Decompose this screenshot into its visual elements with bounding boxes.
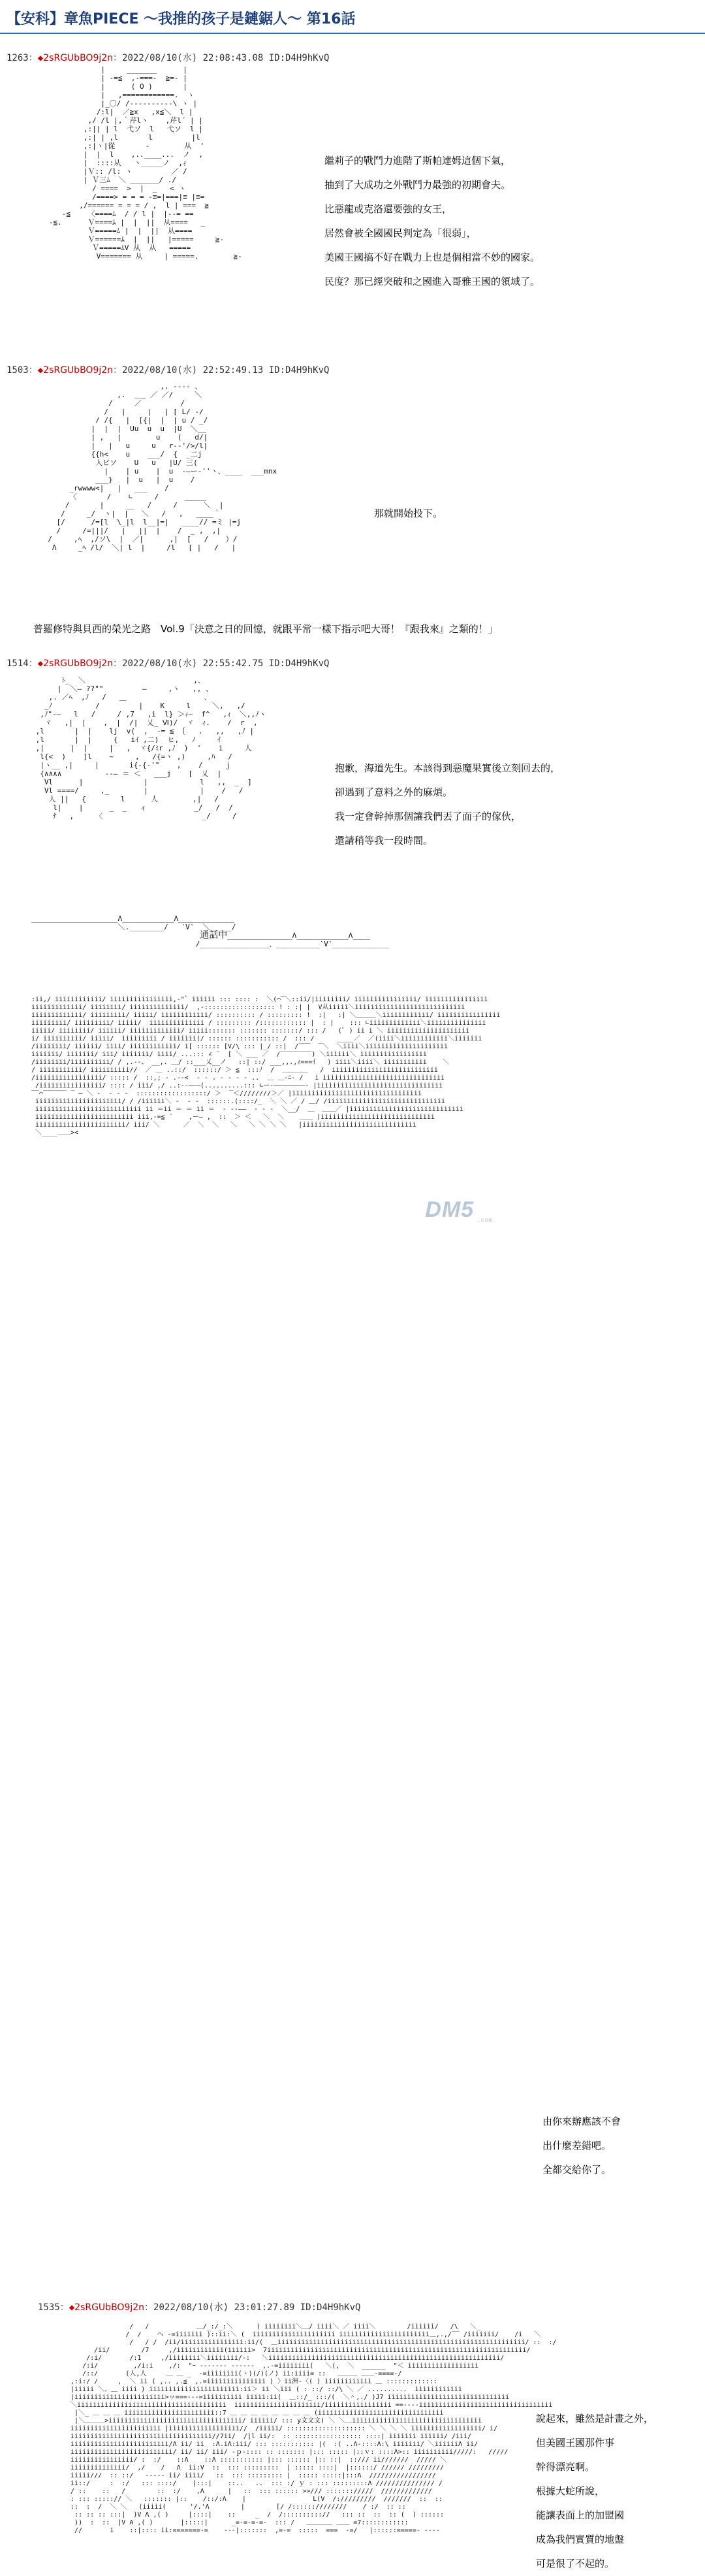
ascii-art-figure: | _______ | | -=≦ ,-===- ≧=- | | ( O ) | | ,============. ヽ |_〇/ /‐‐‐‐‐‐‐‐‐‐\ ヽ | /:l| ／≧x ,x≦＼ l | ,/ /l |,｀芹lヽ ,芹l´ | | ,:|| | l 弋ソ l 弋ソ l | ,:| | ,l l |l ,:|ヽ|從 ‐ 从 ' | | l ,..____... ノ , | ::::从 ヽ_____ノ ,ｨ |Ｖ:: /l: ヽ ／ / | Ｖ三ﾑ ＼ ＿＿＿＿/ ./ / ==== > | _ < ヽ /====> = = = -≡=|===|≡ |≡= ,/====== = = = / , l | === ≧ -≦ 〈====ﾑ / / l | |--= == -≦. Ｖ====ﾑ | | || 从==== _ Ｖ=====ﾑ | | || 从==== Ｖ======ﾑ | || |===== ≧- Ｖ=====ﾑV 从 从 ===== V======= 从 | =====. ≧- — [48, 65, 242, 261]
post-header-1503 — [7, 363, 329, 376]
trip-diamond-icon: ◆ — [37, 658, 44, 669]
phone-call-label: 通話中 — [200, 930, 228, 941]
phone-speech-bubble: ____________________Λ____________Λ_____________ ＼.________/ ‵V‵ ＼_____/ 通話中_______________Λ____________Λ____ /________________、__________‵V‵_____________ — [31, 914, 389, 948]
thread-title-bar — [0, 0, 705, 34]
dialog-line: 幹得漂亮啊。 — [536, 2461, 595, 2473]
post-number[interactable]: 1263 — [7, 53, 29, 63]
watermark-logo: DM5 — [425, 1197, 475, 1222]
dialog-block-1503 — [374, 502, 443, 526]
dialog-line: 民度？那已經突破和之國進入哥雅王國的領域了。 — [324, 276, 540, 287]
dialog-line: 根據大蛇所說， — [536, 2485, 605, 2497]
trip-diamond-icon: ◆ — [37, 53, 44, 63]
poster-trip: 2sRGUbBO9j2n — [43, 365, 114, 376]
dialog-line: 由你來辦應該不會 — [542, 2116, 621, 2127]
ascii-art-figure: ,. -‐‐‐ 、 ,. ＿_ ／ ／/ ＼ / ／ / / | | | [ L/ ‐/ / /{ | [{| | | u / _/ | | | Uu u u |U ＼__ | , | u ( d/| | | u u r-‐'/>/l| {{h< u ___/ { _二j 人ビソ U u |U/ 三( | | u | u -―ー‐''ヽ、____ ___mnx ___} | u | u / _rwwww<| | ___ / 〈 / ∟ / _____ / | __ / / ＼ | / _/ ヽ| | ＼ / , ____｀ [/ /=[l \_|l l__|=| ____// =ミ |=j / /=|||/ | || | / _ , ,| / ,ﾍ ,/ソ\ | ／| ,| [ / ）/ Λ _ﾍ /l/ ＼| l | /l [ | / | — [48, 382, 277, 552]
dialog-line: 居然會被全國國民判定為「很弱」， — [324, 227, 477, 239]
dialog-line: 但美國王國那件事 — [536, 2437, 615, 2449]
post-colon: ： — [59, 2302, 69, 2313]
post-header-1514 — [7, 656, 329, 669]
trip-diamond-icon: ◆ — [69, 2302, 75, 2313]
post-colon: ： — [28, 658, 38, 669]
dialog-line: 出什麼差錯吧。 — [542, 2140, 612, 2151]
dialog-block-1514 — [335, 756, 560, 853]
post-colon: ： — [28, 53, 38, 63]
post-meta: ：2022/08/10(水) 23:01:27.89 ID:D4H9hKvQ — [144, 2302, 361, 2313]
post-number[interactable]: 1503 — [7, 365, 29, 376]
dialog-line: 比惡龍或克洛還要強的女王， — [324, 203, 452, 215]
dialog-line: 美國王國搞不好在戰力上也是個相當不妙的國家。 — [324, 251, 540, 263]
post-number[interactable]: 1514 — [7, 658, 29, 669]
ascii-art-figure: ﾄ_ ＼ ,、 | ＼― ??"" ― ,ヽ ,, 、 ,. ／ﾍ ,ﾉ / ＿ 、 _ﾉ / | K l ＼, ,/ ,ﾉ"‐― l / / ,7 ,i l} ＞ｨ― f^ ,ｨ ＼,,ﾉヽ ヾ ,| | , | /| 乂_ Ⅵ)/ ヾ ｨ. / r , ,l | | lj v( , ‐= ≦ ｛ . ,, ,ﾉ | ,l | | { iｲ ,二) ヒ, ﾉ ｲ ,| | | | , ヾ{/ﾐr ,ﾉ ) ' i 人 l{< ) ]l ~ , /{=ヽ ,) ,ﾊ / |ヽ__ ,| | i{‐{‐'" , / ｊ {∧∧∧∧ ‐‐― ＝ ＜ ___j [ 乂 | Vl | | l ,, _ ] Vl ====/ ,_ | | / / 人 || { l 人 ,| / l| | _ _ ィ _/ / / ﾅ , 〈 _/ / — [35, 676, 266, 820]
post-meta: ：2022/08/10(水) 22:55:42.75 ID:D4H9hKvQ — [113, 658, 330, 669]
post-meta: ：2022/08/10(水) 22:08:43.08 ID:D4H9hKvQ — [113, 53, 330, 63]
poster-trip: 2sRGUbBO9j2n — [74, 2302, 145, 2313]
watermark-domain: .com — [477, 1217, 493, 1224]
dialog-line: 繼莉子的戰鬥力進階了斯帕達姆這個下氣， — [324, 155, 511, 167]
dialog-line: 能讓表面上的加盟國 — [536, 2509, 625, 2521]
dialog-block-1263 — [324, 149, 540, 294]
poster-trip: 2sRGUbBO9j2n — [43, 53, 114, 63]
chapter-caption: 普羅修特與貝西的榮光之路 Vol.9「決意之日的回憶，就跟平常一樣下指示吧大哥！『跟我來』之類的！」 — [33, 623, 498, 635]
ascii-art-crowd-scene: :ii,/ iiiiiiiiiiii/ iiiiiiiiiiiiiiii,-"ﾞ iiiiii ::: :::: : ＼(⌒‾＼::ii/|iiiiiiii/ iiiiiiiiiiiiiiii/ iiiiiiiiiiiiiiii iiiiiiiiiiiii/ iiiiiiii/ iiiiiiiiiiiiii/ ,-:::::::::::::::::: ! : :| | V从iiiii＼iiiiiiiiiiiiiiiiiiiiiiiiiiii iiiiiiiiiiiii/ iiiiiiiii/ iiiii/ iiiiiiiiiiii/ :::::::::: / ::::::::: ! :| :| ＼＿＿＿＼iiiiiiiiiiii/ iiiiiiiiiiiiiiii iiiiiiiii/ iiiiiiiii/ iiiii/ iiiiiiiiiiiiii / ::::::::: /:::::::::::: | : | ::: ∟iiiiiiiiiiiii＼iiiiiiiiiiiiiii iiiii/ iiiiiiii/ iiiiii/ iiiiiiiiiiiii/ iiiii::::::: ::::::: :::::::/ ::: / (ﾟ ) ii i ＼ iiiiiiiiiiiiiiiiiiiii i/ iiiiiiiiii/ iiiii/ iiiiiiiii / iiiiiii(/ :::::: ::::::::::: / ::: / ____／ ／(iiii＼iiiiiiiiiiii＼iiiiiii /iiiiiiii/ iiiiii/ iiii/ iiiiiiiiiiii/ i[ :::::: [V/\ ::: |_/ ::| /‾‾‾ ‾＼ ＼iiii＼iiiiiiiiiiiiiiiiiiiii iiiiiii/ iiiiiii/ iii/ iiiiiii/ iiii/ ...::: ∠ ¨ [ ＼ ___ ／ /‾‾‾‾‾‾‾‾) ＼iiiiii＼ iiiiiiiiiiiiiiiii /iiiiiiii/iiiiiiiiii/ / ,.-‐、 __,. ＿/ ::___乂__ノ ::| ::/ ___,,.,ｨ===ｲ ) iiii＼iiii＼ iiiiiiiiiii ＼ / iiiiiiiiiii/ iiiiiiiiii// ／ ＿ ..::/ ::::::/ ＞ ≦ :::ﾉ / ＿＿＿＿ / iiiiiiiiiiiiiiiiiiiiiiiiiii /iiiiiiiiiiiiiiiii/ ::::: / ::,; ‐ .-‐< ‐ - . ‐ ‐ ‐ ‐ .. ＿ ＿-ﾆ- / i iiiiiiiiiiiiiiiiiiiiiiiiiiiiiii /iiiiiiiiiiiiiiii/ :::: / iii/ ,/ ..:--―――(..........::: ∟ー‐――――――――‐ |iiiiiiiiiiiiiiiiiiiiiiiiiiiiiiii ‾‾⌒‾‾‾‾‾‾ ‾ ― ＼ ‐ ‐ ‐ ‐ ::::::::::::::::::/ ＞ ‾＜////////＞／ |iiiiiiiiiiiiiiiiiiiiiiiiiiiiiiiii iiiiiiiiiiiiiiiiiiiiii/ / /iiiiii＼ ‐ ‐ ‐ ::::::.(::::/_ ＼ ＼ ／ / ＿/ /iiiiiiiiiiiiiiiiiiiiiiiiiiiiii iiiiiiiiiiiiiiiiiiiiiiiiiii ii ＝ii ＝ ＝ ii ＝ ‐ -‐―― ‐ ‐ ‐ ＼__/ ＿ ＿＿／ |iiiiiiiiiiiiiiiiiiiiiiiiiiiii iiiiiiiiiiiiiiiiiiiiiiiii iii,-=≦ ¨ ,ー― , :: ＞ ＜ ＼ ＼ ＿＿ |iiiiiiiiiiiiiiiiiiiiiiiiiiiii iiiiiiiiiiiiiiiiiiiiiii/ iii/ ＼ ／ ＼ ＼ ＼ ＼ ＼ ＼ ＼ |iiiiiiiiiiiiiiiiiiiiiiiiiiiii ＼____＿＿>< 由你來辦應該不會 出什麼差錯吧。 全都交給你了。 1535：◆2sRGUbBO9j2n：2022/08/10(水) 23:01:27.89 ID:D4H9hKvQ / / ＿/_:/_:＼ ) iiiiiiii＼＿/ iiii＼ ／ iiii＼ /iiiiii/ /\ ＼_ / / へ -=iiiiiii )::ii:＼ ( iiiiiiiiiiiiiiiiiiiii iiiiiiiiiiiiiiiiiiiiiii＿,.,/‾‾ /iiiiiii/ /i ＼ / / / /ii/iiiiiiiiiiiiiiii:ii/( ＿iiiiiiiiiiiiiiiiiiiiiiiiiiiiiiiiiiiiiiiiiiiiiiiiiiiiiiiiiiiiiii/ :: :/ /ii/ /7 ,/iiiiiiiiiiii(iiiiii> 7iiiiiiiiiiiiiiiiiiiiiiiiiiiiiiiiiiiiiiiiiiiiiiiiiiiiiiiiiiiiiiiiii/ /:i/ /:1 ,/iiiiiiii＼iiiiiiii/-: ＼iiiiiiiiiiiiiiiiiiiiiiiiiiiiiiiiiiiiiiiiiiiiiiiiiiiiiiiiiii/ /:i/ ,/i:i ,/: "ｰ ------- ------ ,.-=iiiiiiii( ＼(, ＼ ______ "＜ iiiiiiiiiiiiiiiiii /::/ (人,人 ＿ ＿ _ -=iiiiiiii(ヽ)(/)(ノ) ii:iiii= :: ＿＿＿ ＿＿-====-/ ,:i:/ / , ＼ ii ( ,.. ,.≦ ,.=iiiiiiiiiiiiiii ) 〉ii洲-〈( ) iiiiiiiiiiii ＿ ::::::::::::: |iiiii ＼、＿ iiii ) iiiiiiiiiiiiiiiiiiiiiii:ii＞ ii ＼iii ( : ::/ ::/\ ＼ ／ .......... iiiiiiiiiiii |iiiiiiiiiiiiiiiiiiiiiii>ヮ===---=iiiiiiiiii iiiii:ii( ＿::/_ :::/( ＼＾,./ )J7 iiiiiiiiiiiiiiiiiiiiiiiiiiiiiii ＼iiiiiiiiiiiiiiiiiiiiiiiiiiiiiiiiiiiiii iiiiiiiiiiiiiiiiiiiiii/iiiiiiiiiiiiiiiii ==----iiiiiiiiiiiiiiiiiiiiiiiiiiiiiiiiii |＼_ ＿ ＿ ＿ iiiiiiiiiiiiiiiiiiiiiii::7 ＿ ＿ ＿ ＿ ＿ ＿ ＿ ＿ (iiiiiiiiiiiiiiiiiiiiiiiiiiiiiiii |＼＿＿＿>iiiiiiiiiiiiiiiiiiiiiiiiiiiiiiiiii/ iiiiii/ ::: y文文文) ＼ ＼＿iiiiiiiiiiiiiiiiiiiiiiiiiiiiiiiii iiiiiiiiiiiiiiiiiiiiiii |iiiiiiiiiiiiiiiiii// /iiiii/ :::::::::::::::::::: ＼ ＼ ＼ ＼ iiiiiiiiiiiiiiiiii/ i/ iiiiiiiiiiiiiiiiiiiiiiiiiiiiiiiiiiii//7ii/ /|l ii/: :: ::::::::::::::::: ::::| iiiiiii iiiiii/ /iii/ iiiiiiiiiiiiiiiiiiiiiiiii/Λ ii/ ii :Λ.iΛ:iii/ ::: ::::::::::: |( :( ..Λ-::::Λ:\ iiiiiii/ ＼iiiiiiΛ ii/ iiiiiiiiiiiiiiiiiiiiiiiiii/ ii/ ii/ iii/ -ｐ-:::: :: ::::::: |::: ::::: |::ｖ: ::::Λ>:: iiiiiiiiii/////: ///// iiiiiiiiiiiiiiii/ : :/ ::Λ ::Λ ::::::::::: |::: :::::: |:: ::| ::/// ii/////// ///// ＼ iiiiiiiiiiiiii/ ,/ / Λ ii:V :: ::: ::::::::: | ::::: ::::| |::::::/ ////// ///////// iiiii/// :: ::/ ----- ii/ iiii/ :: ::: ::::::::: | ::::: :::::|:::Λ ///////////////// ii::/ : :/ ::: ::::/ |:::| ::.. .. ::: :/ ｙ : ::: :::::::::Λ /////////////// / / :: :: / :: :/ ,Λ | :: ::: :::::: >>/// :::::::///// ///////////// : ::: :::::// ＼ ::::::: |:: /::/:Λ | L(V /:///////// /////// :: :: :: : / ＼ ＼ (iiiii( '/.'Λ | [/ /:::::://////// / :/ :: :: :: :: :: :::| )V Λ ,( ) |::::| :: _ / /::::::::::// ::: :: :: :: ( ) :::::: )) : :: |V A ,( ) |:::::| _=-=-=-=- ::: / ＿＿＿＿ ＿＿ =7:::::::::::: // i ::|:::: ii:=======-= ---|::::::: ,=-= ::::: === -=/ |::::::=====- ---- 說起來，雖然是計畫之外， 但美國王國那件事 幹得漂亮啊。 根據大蛇所說， 能讓表面上的加盟國 成為我們實質的地盤 可是很了不起的。 DM5 .com — [31, 996, 500, 1231]
post-colon: ： — [28, 365, 38, 376]
post-header-1263 — [7, 51, 329, 64]
dialog-line: 說起來，雖然是計畫之外， — [536, 2413, 654, 2424]
post-number[interactable]: 1535 — [38, 2302, 60, 2313]
dialog-line: 還請稍等我一段時間。 — [335, 835, 433, 846]
ascii-art-figure: / / ＿/_:/_:＼ ) iiiiiiii＼＿/ iiii＼ ／ iiii＼ /iiiiii/ /\ ＼_ / / へ -=iiiiiii )::ii:＼ ( iiiiiiiiiiiiiiiiiiiii iiiiiiiiiiiiiiiiiiiiiii＿,.,/‾‾ /iiiiiii/ /i ＼ / / / /ii/iiiiiiiiiiiiiiii:ii/( ＿iiiiiiiiiiiiiiiiiiiiiiiiiiiiiiiiiiiiiiiiiiiiiiiiiiiiiiiiiiiiiii/ :: :/ /ii/ /7 ,/iiiiiiiiiiii(iiiiii> 7iiiiiiiiiiiiiiiiiiiiiiiiiiiiiiiiiiiiiiiiiiiiiiiiiiiiiiiiiiiiiiiiii/ /:i/ /:1 ,/iiiiiiii＼iiiiiiii/-: ＼iiiiiiiiiiiiiiiiiiiiiiiiiiiiiiiiiiiiiiiiiiiiiiiiiiiiiiiiiii/ /:i/ ,/i:i ,/: "ｰ ------- ------ ,.-=iiiiiiii( ＼(, ＼ ______ "＜ iiiiiiiiiiiiiiiiii /::/ (人,人 ＿ ＿ _ -=iiiiiiii(ヽ)(/)(ノ) ii:iiii= :: ＿＿＿ ＿＿-====-/ ,:i:/ / , ＼ ii ( ,.. ,.≦ ,.=iiiiiiiiiiiiiii ) 〉ii洲-〈( ) iiiiiiiiiiii ＿ ::::::::::::: |iiiii ＼、＿ iiii ) iiiiiiiiiiiiiiiiiiiiiii:ii＞ ii ＼iii ( : ::/ ::/\ ＼ ／ .......... iiiiiiiiiiii |iiiiiiiiiiiiiiiiiiiiiii>ヮ===---=iiiiiiiiii iiiii:ii( ＿::/_ :::/( ＼＾,./ )J7 iiiiiiiiiiiiiiiiiiiiiiiiiiiiiii ＼iiiiiiiiiiiiiiiiiiiiiiiiiiiiiiiiiiiiii iiiiiiiiiiiiiiiiiiiiii/iiiiiiiiiiiiiiiii ==----iiiiiiiiiiiiiiiiiiiiiiiiiiiiiiiiii |＼_ ＿ ＿ ＿ iiiiiiiiiiiiiiiiiiiiiii::7 ＿ ＿ ＿ ＿ ＿ ＿ ＿ ＿ (iiiiiiiiiiiiiiiiiiiiiiiiiiiiiiii |＼＿＿＿>iiiiiiiiiiiiiiiiiiiiiiiiiiiiiiiiii/ iiiiii/ ::: y文文文) ＼ ＼＿iiiiiiiiiiiiiiiiiiiiiiiiiiiiiiiii iiiiiiiiiiiiiiiiiiiiiii |iiiiiiiiiiiiiiiiii// /iiiii/ :::::::::::::::::::: ＼ ＼ ＼ ＼ iiiiiiiiiiiiiiiiii/ i/ iiiiiiiiiiiiiiiiiiiiiiiiiiiiiiiiiiii//7ii/ /|l ii/: :: ::::::::::::::::: ::::| iiiiiii iiiiii/ /iii/ iiiiiiiiiiiiiiiiiiiiiiiii/Λ ii/ ii :Λ.iΛ:iii/ ::: ::::::::::: |( :( ..Λ-::::Λ:\ iiiiiii/ ＼iiiiiiΛ ii/ iiiiiiiiiiiiiiiiiiiiiiiiii/ ii/ ii/ iii/ -ｐ-:::: :: ::::::: |::: ::::: |::ｖ: ::::Λ>:: iiiiiiiiii/////: ///// iiiiiiiiiiiiiiii/ : :/ ::Λ ::Λ ::::::::::: |::: :::::: |:: ::| ::/// ii/////// ///// ＼ iiiiiiiiiiiiii/ ,/ / Λ ii:V :: ::: ::::::::: | ::::: ::::| |::::::/ ////// ///////// iiiii/// :: ::/ ----- ii/ iiii/ :: ::: ::::::::: | ::::: :::::|:::Λ ///////////////// ii::/ : :/ ::: ::::/ |:::| ::.. .. ::: :/ ｙ : ::: :::::::::Λ /////////////// / / :: :: / :: :/ ,Λ | :: ::: :::::: >>/// :::::::///// ///////////// : ::: :::::// ＼ ::::::: |:: /::/:Λ | L(V /:///////// /////// :: :: :: : / ＼ ＼ (iiiii( '/.'Λ | [/ /:::::://////// / :/ :: :: :: :: :: :::| )V Λ ,( ) |::::| :: _ / /::::::::::// ::: :: :: :: ( ) :::::: )) : :: |V A ,( ) |:::::| _=-=-=-=- ::: / ＿＿＿＿ ＿＿ =7:::::::::::: // i ::|:::: ii:=======-= ---|::::::: ,=-= ::::: === -=/ |::::::=====- ---- — [70, 2323, 557, 2534]
dialog-block-1535 — [536, 2407, 653, 2576]
poster-trip: 2sRGUbBO9j2n — [43, 658, 114, 669]
dialog-line: 可是很了不起的。 — [536, 2558, 615, 2569]
dialog-block-1514-reply — [542, 2110, 621, 2182]
dialog-line: 抽到了大成功之外戰鬥力最強的初期會夫。 — [324, 179, 511, 191]
dialog-line: 我一定會幹掉那個讓我們丟了面子的傢伙， — [335, 811, 522, 822]
post-header-1535 — [38, 2304, 360, 2311]
trip-diamond-icon: ◆ — [37, 365, 44, 376]
site-watermark — [425, 1195, 492, 1225]
dialog-line: 抱歉，海道先生。本該得到惡魔果實後立刻回去的， — [335, 762, 561, 774]
post-meta: ：2022/08/10(水) 22:52:49.13 ID:D4H9hKvQ — [113, 365, 330, 376]
page-title: 【安科】章魚PIECE ～我推的孩子是鏈鋸人～ 第16話 — [7, 11, 356, 27]
dialog-line: 成為我們實質的地盤 — [536, 2534, 625, 2545]
dialog-line: 那就開始投下。 — [374, 507, 443, 519]
dialog-line: 卻遇到了意料之外的麻煩。 — [335, 786, 453, 798]
dialog-line: 全都交給你了。 — [542, 2164, 612, 2176]
